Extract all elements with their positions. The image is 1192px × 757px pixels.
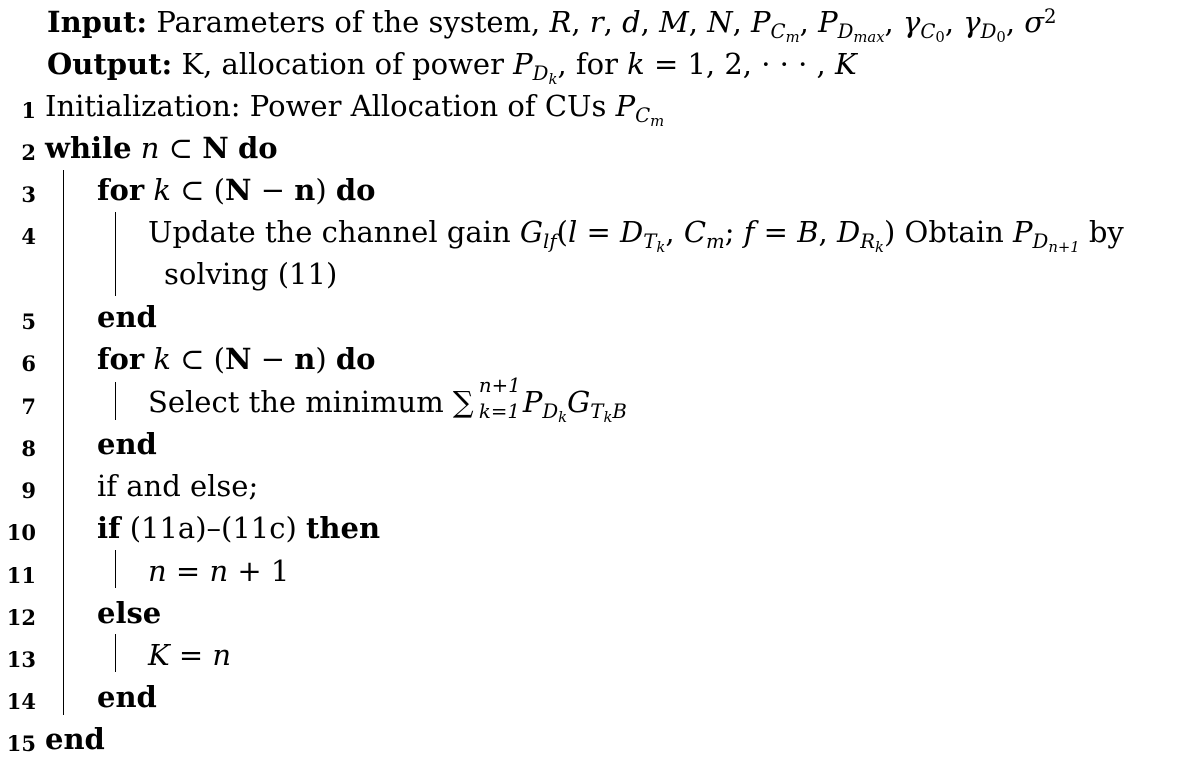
input-params: R, r, d, M, N, $P_{Cm}$, $P_{Dmax}$, $\gamma_{C0}$, $\gamma_{D0}$, $\sigma^2$ <box>549 5 1057 46</box>
kw-end: end <box>45 722 105 756</box>
line-6: for k ⊂ (N − n) do <box>97 342 376 376</box>
line-number-12: 12 <box>6 605 36 630</box>
line-5 <box>97 300 157 334</box>
line-number-11: 11 <box>6 563 36 588</box>
by-text: by <box>1088 215 1124 249</box>
line-number-5: 5 <box>21 309 36 334</box>
output-text: K, allocation of power <box>181 47 504 81</box>
kw-do: do <box>335 342 376 376</box>
condition-text: (11a)–(11c) <box>129 511 297 545</box>
kw-for: for <box>97 342 145 376</box>
kw-for: for <box>97 173 145 207</box>
line-9: if and else; <box>97 469 259 503</box>
line-number-1: 1 <box>21 98 36 123</box>
obtain-text: Obtain <box>904 215 1004 249</box>
line-number-9: 9 <box>21 478 36 503</box>
kw-end: end <box>97 300 157 334</box>
kw-end: end <box>97 427 157 461</box>
output-label: Output: <box>47 47 173 81</box>
kw-then: then <box>306 511 381 545</box>
line-1: Initialization: Power Allocation of CUs $P_{Cm}$ <box>45 89 665 130</box>
output-range: k = 1, 2, · · · , K <box>627 47 857 81</box>
kw-else: else <box>97 596 162 630</box>
kw-end: end <box>97 680 157 714</box>
init-text: Initialization: Power Allocation of CUs <box>45 89 607 123</box>
line-2: while n ⊂ N do <box>45 131 278 165</box>
line-7: Select the minimum ∑ n+1 k=1 $P_{Dk}G_{TkB}$ <box>148 374 627 426</box>
line-number-13: 13 <box>6 647 36 672</box>
line-13: K = n <box>148 638 232 672</box>
line-10 <box>97 511 381 545</box>
output-line <box>47 47 857 88</box>
line-15 <box>45 722 105 756</box>
input-line <box>47 5 1057 46</box>
input-label: Input: <box>47 5 148 39</box>
line-number-2: 2 <box>21 140 36 165</box>
line-number-3: 3 <box>21 182 36 207</box>
line-11: n = n + 1 <box>148 554 290 588</box>
output-tail: , for <box>557 47 618 81</box>
line-number-15: 15 <box>6 731 36 756</box>
input-text: Parameters of the system, <box>156 5 541 39</box>
for-block-rule-2 <box>115 382 116 420</box>
line-number-14: 14 <box>6 689 36 714</box>
line-4-continuation: solving (11) <box>164 257 338 291</box>
update-text: Update the channel gain <box>148 215 511 249</box>
select-text: Select the minimum <box>148 385 444 419</box>
line-3: for k ⊂ (N − n) do <box>97 173 376 207</box>
for-block-rule-1 <box>115 212 116 296</box>
output-math: $P_{Dk}$ <box>513 47 558 88</box>
kw-do: do <box>335 173 376 207</box>
while-block-rule <box>63 170 64 715</box>
line-number-6: 6 <box>21 351 36 376</box>
line-14 <box>97 680 157 714</box>
sum-expression: ∑ n+1 k=1 <box>452 374 521 423</box>
line-8 <box>97 427 157 461</box>
line-number-8: 8 <box>21 436 36 461</box>
kw-do: do <box>237 131 278 165</box>
if-block-rule <box>115 550 116 588</box>
kw-while: while <box>45 131 132 165</box>
kw-if: if <box>97 511 121 545</box>
line-12 <box>97 596 162 630</box>
line-number-4: 4 <box>21 224 36 249</box>
line-4: Update the channel gain $G_{lf}(l = D_{Tk}$, $C_m$; f = B, $D_{Rk}$) Obtain $P_{Dn+1}$ by <box>148 215 1124 256</box>
line-number-7: 7 <box>21 394 36 419</box>
line-number-10: 10 <box>6 520 36 545</box>
else-block-rule <box>115 634 116 672</box>
